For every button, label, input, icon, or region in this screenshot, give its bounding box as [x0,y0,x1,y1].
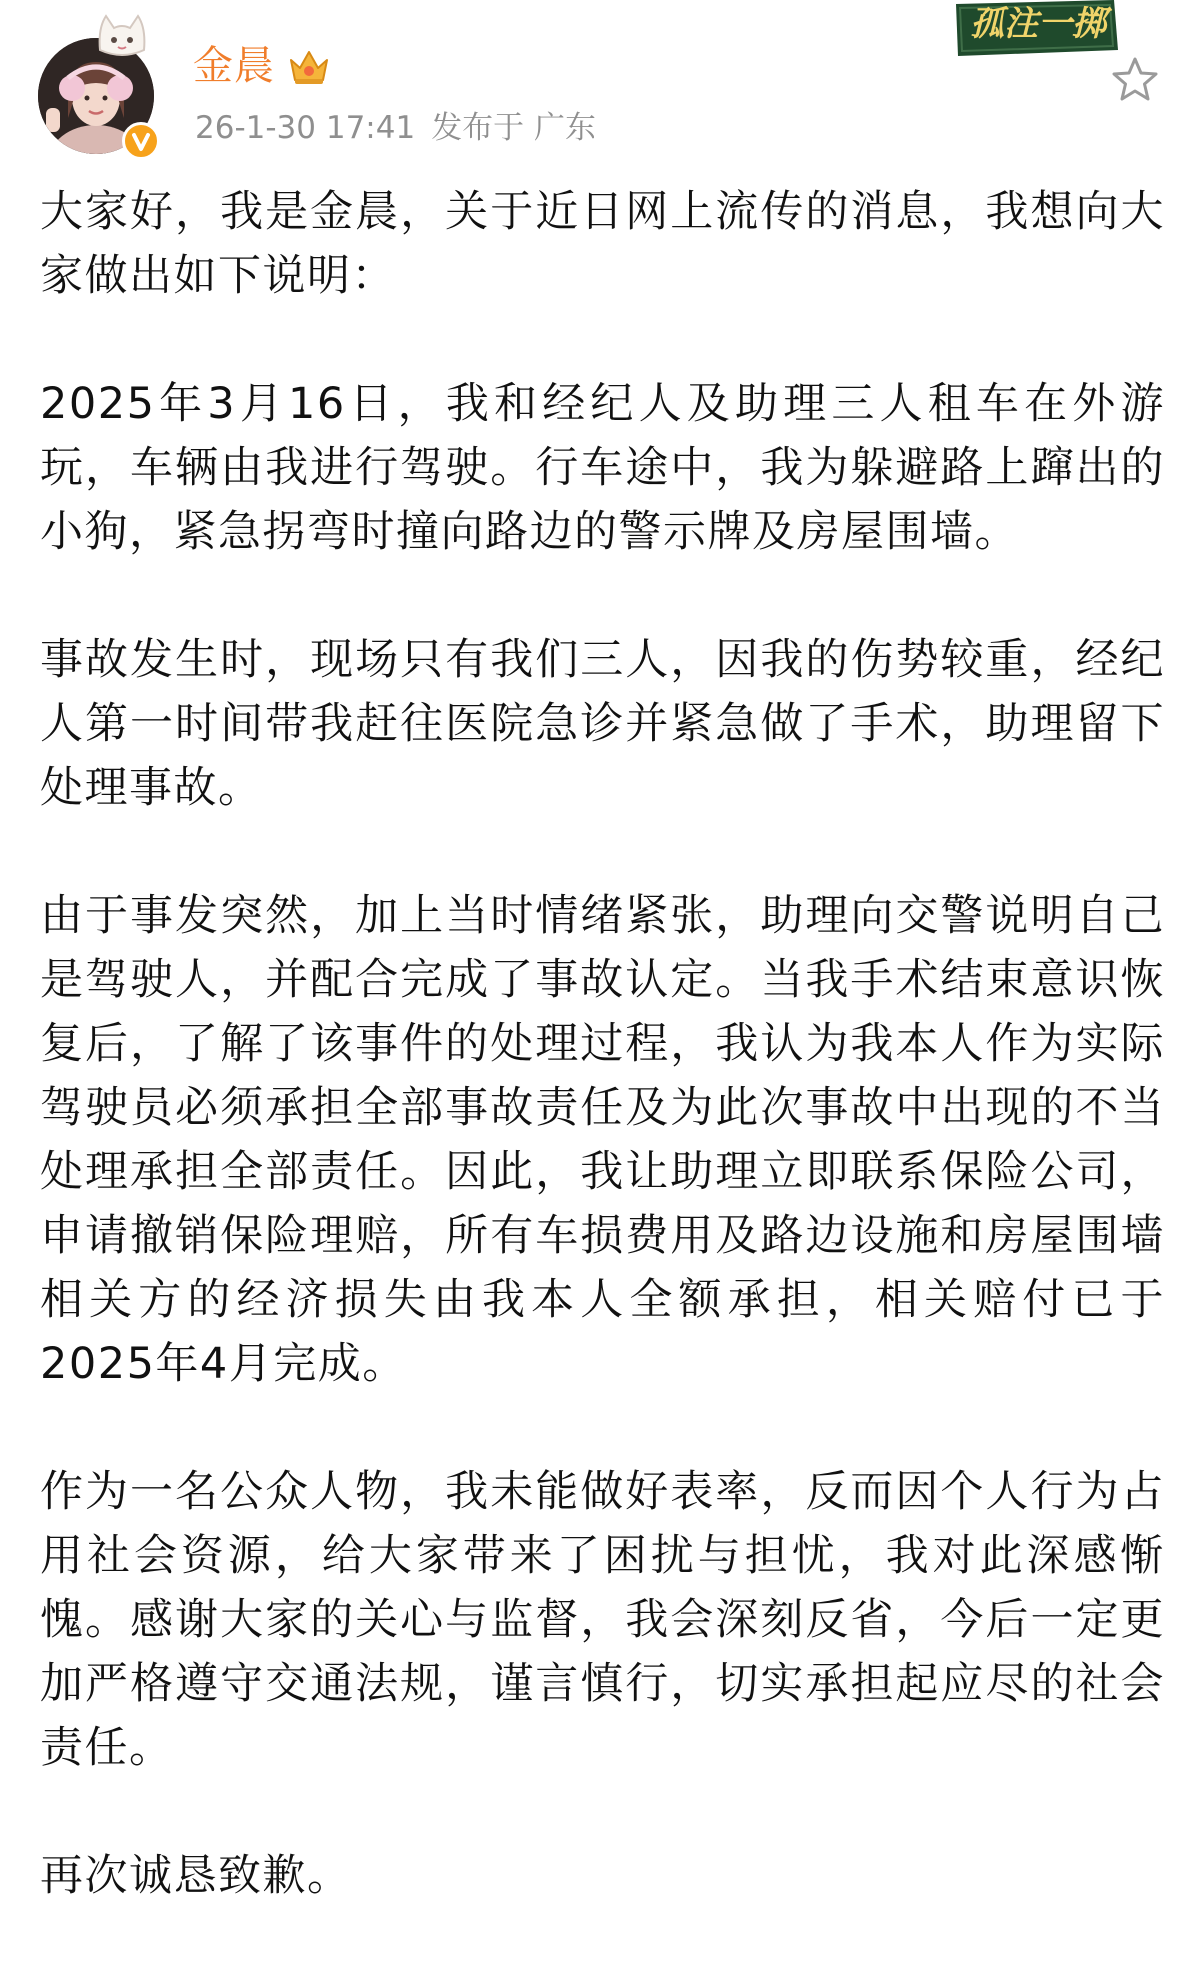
post-paragraph: 事故发生时，现场只有我们三人，因我的伤势较重，经纪人第一时间带我赶往医院急诊并紧急做了手术，助理留下处理事故。 [40,635,1165,813]
post-body [40,180,1165,1972]
post-paragraph: 大家好，我是金晨，关于近日网上流传的消息，我想向大家做出如下说明： [40,187,1165,301]
promo-badge-text: 孤注一掷 [970,4,1106,44]
avatar-container[interactable] [38,30,158,155]
post-paragraph: 由于事发突然，加上当时情绪紧张，助理向交警说明自己是驾驶人，并配合完成了事故认定。当我手术结束意识恢复后，了解了该事件的处理过程，我认为我本人作为实际驾驶员必须承担全部事故责任及为此次事故中出现的不当处理承担全部责任。因此，我让助理立即联系保险公司，申请撤销保险理赔，所有车损费用及路边设施和房屋围墙相关方的经济损失由我本人全额承担，相关赔付已于2025年4月完成。 [40,891,1165,1389]
star-icon[interactable] [1110,55,1160,105]
post-timestamp: 26-1-30 17:41 [195,110,416,146]
promo-badge[interactable] [950,0,1120,58]
post-paragraph: 再次诚恳致歉。 [40,1851,352,1901]
post-header [0,0,1200,170]
post-paragraph: 2025年3月16日，我和经纪人及助理三人租车在外游玩，车辆由我进行驾驶。行车途中，我为躲避路上蹿出的小狗，紧急拐弯时撞向路边的警示牌及房屋围墙。 [40,379,1165,557]
crown-icon [287,46,331,86]
cat-ornament-icon [92,10,152,58]
verified-badge-icon [122,122,160,160]
post-paragraph: 作为一名公众人物，我未能做好表率，反而因个人行为占用社会资源，给大家带来了困扰与担忧，我对此深感惭愧。感谢大家的关心与监督，我会深刻反省，今后一定更加严格遵守交通法规，谨言慎行，切实承担起应尽的社会责任。 [40,1467,1165,1773]
username[interactable]: 金晨 [193,43,275,89]
post-meta [195,108,596,148]
post-location: 发布于 广东 [431,110,597,146]
